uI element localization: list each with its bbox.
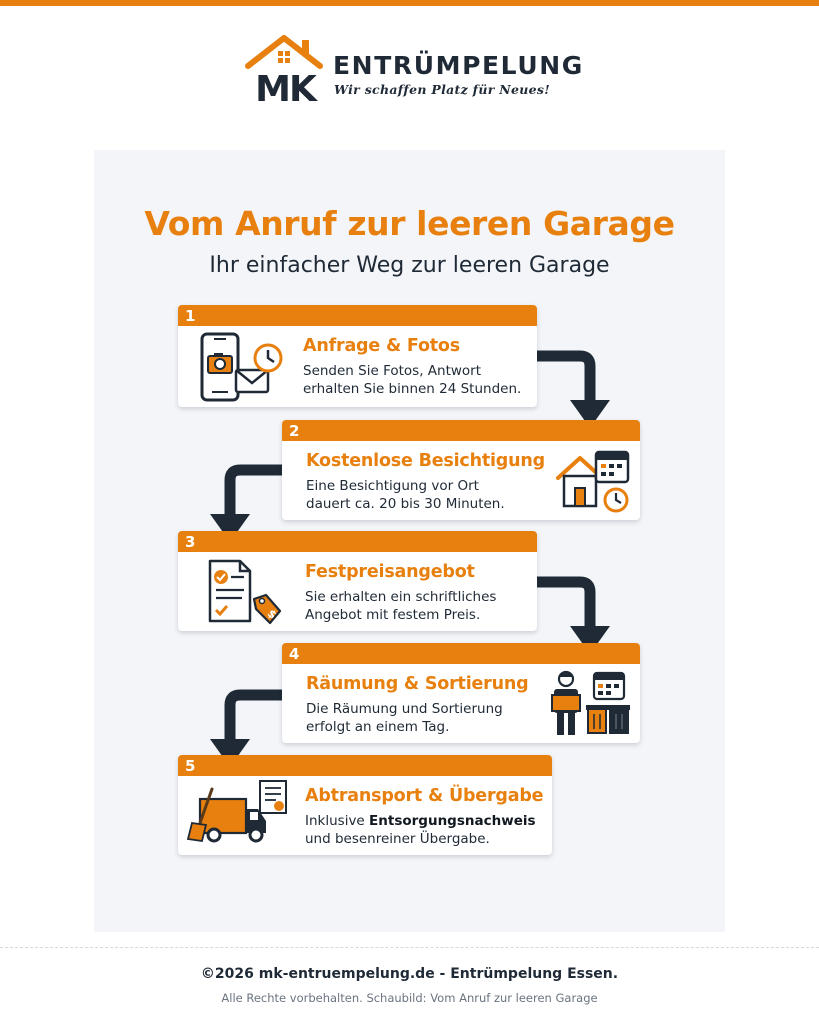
step-title: Abtransport & Übergabe: [305, 786, 544, 806]
step-number: 5: [185, 757, 196, 775]
step-description: [306, 700, 503, 736]
brand-name: ENTRÜMPELUNG: [333, 51, 584, 80]
footer-rights: Alle Rechte vorbehalten. Schaubild: Vom Anruf zur leeren Garage: [221, 991, 598, 1005]
step-card-4: [282, 643, 640, 743]
step-description: [303, 362, 521, 398]
infographic-title: Vom Anruf zur leeren Garage: [144, 204, 675, 243]
step-description-emphasis: Entsorgungsnachweis: [369, 813, 536, 829]
step-title: Kostenlose Besichtigung: [306, 451, 545, 471]
step-header-band: [178, 531, 537, 552]
step-card-2: [282, 420, 640, 520]
footer-divider: [0, 947, 819, 948]
worker-calendar-bins-icon: [548, 669, 634, 739]
step-number: 1: [185, 307, 196, 325]
step-description: [305, 588, 496, 624]
top-accent-bar: [0, 0, 819, 6]
step-header-band: [178, 305, 537, 326]
step-description-line: [305, 812, 536, 830]
step-title: Anfrage & Fotos: [303, 336, 460, 356]
step-description-line: Angebot mit festem Preis.: [305, 607, 481, 623]
step-header-band: [282, 420, 640, 441]
step-number: 4: [289, 645, 300, 663]
step-description-line: und besenreiner Übergabe.: [305, 831, 490, 847]
step-description-line: erfolgt an einem Tag.: [306, 719, 450, 735]
step-description-text: Inklusive: [305, 813, 370, 829]
step-number: 3: [185, 533, 196, 551]
step-title: Festpreisangebot: [305, 562, 475, 582]
step-number: 2: [289, 422, 300, 440]
document-price-tag-icon: [206, 557, 286, 627]
house-calendar-clock-icon: [554, 448, 634, 516]
phone-camera-mail-clock-icon: [198, 332, 286, 404]
step-header-band: [282, 643, 640, 664]
truck-broom-certificate-icon: [186, 779, 296, 849]
footer-copyright: ©2026 mk-entruempelung.de - Entrümpelung Essen.: [200, 966, 619, 982]
step-description: [305, 812, 536, 848]
step-description-line: Die Räumung und Sortierung: [306, 701, 503, 717]
house-logo-icon: [244, 32, 324, 104]
logo-letters: MK: [255, 69, 315, 104]
step-title: Räumung & Sortierung: [306, 674, 529, 694]
step-card-1: [178, 305, 537, 407]
step-card-3: [178, 531, 537, 631]
step-description-line: Sie erhalten ein schriftliches: [305, 589, 497, 605]
infographic-subtitle: Ihr einfacher Weg zur leeren Garage: [209, 253, 610, 278]
svg-text:$: $: [264, 606, 280, 622]
step-description-line: erhalten Sie binnen 24 Stunden.: [303, 381, 522, 397]
brand-logo[interactable]: [244, 32, 584, 104]
step-description-line: dauert ca. 20 bis 30 Minuten.: [306, 496, 505, 512]
step-header-band: [178, 755, 552, 776]
step-description: [306, 477, 505, 513]
brand-slogan: Wir schaffen Platz für Neues!: [334, 82, 551, 97]
step-description-line: Eine Besichtigung vor Ort: [306, 478, 479, 494]
step-description-line: Senden Sie Fotos, Antwort: [303, 363, 482, 379]
step-card-5: [178, 755, 552, 855]
